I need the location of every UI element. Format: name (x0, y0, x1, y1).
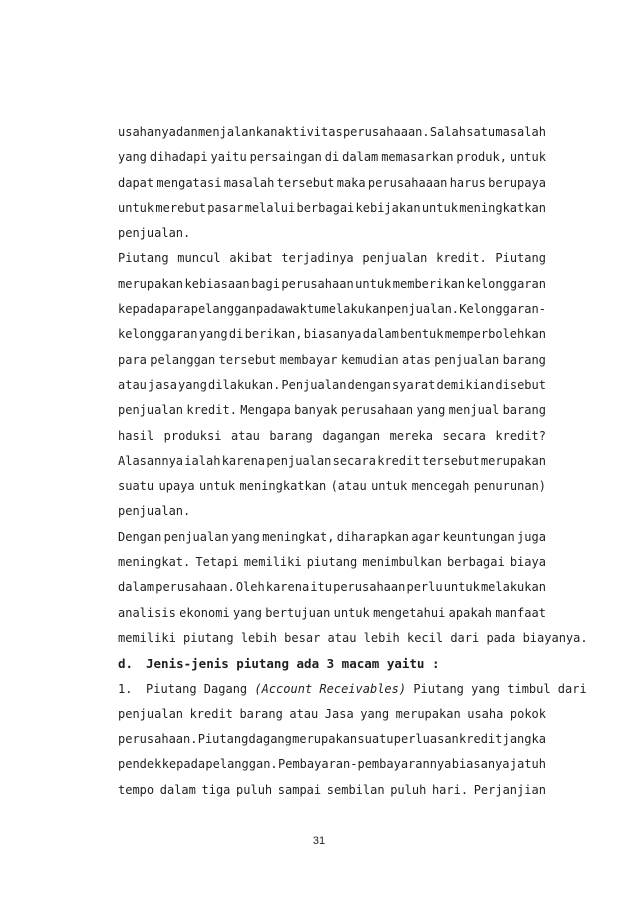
text-line (118, 297, 546, 322)
word: atau (289, 706, 319, 721)
text-line (118, 752, 546, 777)
word: muncul (177, 251, 221, 266)
word: dihadapi (149, 150, 208, 165)
word: perusahaan (333, 580, 406, 595)
word: melakukan (321, 302, 387, 317)
word: penjualan (163, 529, 229, 544)
word: demikian (436, 377, 495, 392)
word: menjual (448, 403, 500, 418)
text-line (118, 246, 546, 271)
word: penjualan (362, 251, 428, 266)
word: di (324, 150, 340, 165)
word: para (161, 302, 191, 317)
word: untuk (443, 580, 480, 595)
word: Piutang (118, 251, 169, 266)
word: manfaat (495, 605, 546, 620)
word: usaha (467, 706, 504, 721)
word: disebut (495, 377, 546, 392)
text-line (118, 575, 546, 600)
word: yang (178, 377, 207, 392)
text-line (118, 398, 546, 423)
word: perusahaan (281, 276, 354, 291)
word: masalah (223, 175, 275, 190)
word: penjualan (434, 352, 500, 367)
word: secara (442, 428, 486, 443)
word: apakah (448, 605, 493, 620)
word: untuk (509, 150, 546, 165)
word: suatu (118, 479, 155, 494)
section-heading (118, 651, 546, 676)
word: kemudian (340, 352, 399, 367)
word: pada (256, 302, 285, 317)
word: bentuk (400, 327, 444, 342)
word: yang (198, 327, 228, 342)
word: Kelonggaran- (459, 302, 546, 317)
text-line (118, 120, 546, 145)
word: perluasan (393, 732, 459, 747)
text-line (118, 348, 546, 373)
word: memperbolehkan (444, 327, 546, 342)
word: secara (332, 453, 376, 468)
word: juga (517, 529, 546, 544)
word: penjualan (266, 453, 332, 468)
word: memiliki (243, 555, 302, 570)
word: suatu (357, 732, 394, 747)
word: dagang (248, 732, 292, 747)
text-line (118, 601, 546, 626)
text-line (118, 196, 546, 221)
word: kebijakan (355, 200, 421, 215)
word: persaingan (249, 150, 322, 165)
word: pendek (118, 757, 162, 772)
word: syarat (392, 377, 436, 392)
word: melalui (244, 200, 296, 215)
word: berbagai (446, 555, 505, 570)
word: maka (336, 175, 366, 190)
word: itu (310, 580, 332, 595)
word: pasar (207, 200, 244, 215)
word: para (118, 352, 147, 367)
word: bagi (251, 276, 280, 291)
word: membayar (279, 352, 338, 367)
word: dapat (118, 175, 155, 190)
text-line (118, 171, 546, 196)
text-line (118, 727, 546, 752)
text-line (118, 424, 546, 449)
text-line (118, 474, 546, 499)
text-line (118, 525, 546, 550)
word: yang (416, 403, 446, 418)
word: tersebut (276, 175, 335, 190)
word: harus (449, 175, 486, 190)
word: Dengan (118, 529, 162, 544)
word: dagangan (322, 428, 381, 443)
word: jangka (502, 732, 546, 747)
word: penjualan (118, 403, 184, 418)
word: dengan (347, 377, 391, 392)
word: dan (176, 125, 198, 139)
word: pelanggan. (205, 757, 278, 772)
word: kredit (189, 706, 233, 721)
word: satu (466, 125, 496, 139)
word: Salah (429, 125, 466, 139)
word: tersebut (218, 352, 277, 367)
text-line: memiliki piutang lebih besar atau lebih kecil dari pada biayanya. (118, 630, 588, 645)
word: berbagai (296, 200, 355, 215)
word: yaitu (210, 150, 247, 165)
word: agar (411, 529, 441, 544)
word: memberikan (392, 276, 466, 291)
word: yang (230, 529, 260, 544)
word: puluh (236, 782, 273, 797)
word: Alasannya (118, 453, 184, 468)
word: Piutang (495, 251, 546, 266)
word: diharapkan (336, 529, 409, 544)
word: pelanggan (190, 302, 256, 317)
word: Tetapi (195, 555, 239, 570)
word: berikan, (244, 327, 303, 342)
word: akibat (229, 251, 273, 266)
word: atas (401, 352, 431, 367)
word: jatuh (509, 757, 546, 772)
word: tempo (118, 782, 155, 797)
word: aktivitas (277, 125, 343, 139)
body-text (118, 120, 588, 803)
word: barang (502, 352, 546, 367)
word: atau (230, 428, 260, 443)
word: perusahaan (340, 403, 414, 418)
word: kredit (459, 732, 503, 747)
word: meningkat. (118, 555, 191, 570)
word: karena (265, 580, 310, 595)
word: merupakan (118, 276, 184, 291)
word: biasanya (303, 327, 362, 342)
word: penurunan) (473, 479, 546, 494)
word: pokok (509, 706, 546, 721)
word: Mengapa (240, 403, 291, 418)
word: meningkatkan (239, 479, 327, 494)
word: hasil (118, 428, 155, 443)
word: waktu (285, 302, 322, 317)
word: biaya (509, 555, 546, 570)
word: menjalankan (197, 125, 278, 139)
word: Jasa (324, 706, 354, 721)
page-number: 31 (312, 835, 326, 847)
word: bertujuan (265, 605, 331, 620)
word: dalam (159, 782, 196, 797)
word: biasanya (451, 757, 510, 772)
word: Piutang (197, 732, 249, 747)
word: dalam (342, 150, 379, 165)
word: meningkatkan (459, 200, 546, 215)
word: perusahaaan. (342, 125, 430, 139)
word: tiga (201, 782, 231, 797)
word: untuk (371, 479, 408, 494)
word: analisis (118, 605, 176, 620)
word: perlu (406, 580, 443, 595)
word: penjualan. (386, 302, 460, 317)
word: yang (360, 706, 390, 721)
word: berupaya (488, 175, 546, 190)
word: Pembayaran-pembayarannya (278, 757, 452, 772)
word: usahanya (118, 125, 176, 139)
word: kelonggaran (466, 276, 546, 291)
word: merupakan (292, 732, 358, 747)
word: upaya (158, 479, 195, 494)
text-line (118, 778, 546, 803)
list-item-line (118, 677, 587, 702)
word: kredit. (186, 403, 237, 418)
italic-term: (Account Receivables) (254, 681, 407, 696)
word: tersebut (421, 453, 480, 468)
text-line (118, 145, 546, 170)
word: barang (502, 403, 546, 418)
word: untuk (355, 276, 392, 291)
word: ekonomi (179, 605, 230, 620)
text-line (118, 702, 546, 727)
word: masalah (495, 125, 546, 139)
text-line: penjualan. (118, 504, 191, 519)
word: kredit? (495, 428, 546, 443)
word: terjadinya (281, 251, 354, 266)
word: perusahaan. (155, 580, 235, 595)
word: untuk (333, 605, 370, 620)
word: dalam (118, 580, 155, 595)
word: Perjanjian (473, 782, 546, 797)
word: mencegah (411, 479, 470, 494)
text-line (118, 550, 546, 575)
word: kepada (118, 302, 162, 317)
word: barang (239, 706, 283, 721)
word: keuntungan (442, 529, 515, 544)
word: yang (233, 605, 262, 620)
word: sampai (277, 782, 322, 797)
word: ialah (184, 453, 221, 468)
word: merebut (155, 200, 206, 215)
word: mengetahui (373, 605, 446, 620)
text-line (118, 322, 546, 347)
word: Oleh (235, 580, 265, 595)
word: kredit (377, 453, 421, 468)
word: di (228, 327, 244, 342)
word: kepada (161, 757, 206, 772)
word: dilakukan. (208, 377, 281, 392)
word: merupakan (395, 706, 461, 721)
word: mengatasi (156, 175, 222, 190)
word: dalam (362, 327, 399, 342)
word: kelonggaran (118, 327, 198, 342)
word: kebiasaan (184, 276, 250, 291)
word: piutang (306, 555, 358, 570)
word: hari. (431, 782, 469, 797)
word: untuk (118, 200, 155, 215)
word: karena (221, 453, 266, 468)
word: melakukan (480, 580, 546, 595)
word: produksi (163, 428, 222, 443)
word: jasa (148, 377, 177, 392)
word: untuk (421, 200, 458, 215)
word: Penjualan (281, 377, 347, 392)
word: perusahaaan (367, 175, 448, 190)
word: untuk (199, 479, 236, 494)
word: menimbulkan (362, 555, 442, 570)
text-line (118, 449, 546, 474)
word: yang (118, 150, 147, 165)
text-line (118, 373, 546, 398)
word: puluh (390, 782, 427, 797)
word: sembilan (326, 782, 385, 797)
list-text: Piutang Dagang (146, 681, 255, 696)
text-line (118, 272, 546, 297)
list-number: 1. (118, 681, 133, 696)
section-number: d. (118, 656, 134, 672)
word: barang (269, 428, 313, 443)
word: memasarkan (381, 150, 454, 165)
word: perusahaan. (118, 732, 198, 747)
word: meningkat, (262, 529, 335, 544)
section-title: Jenis-jenis piutang ada 3 macam yaitu : (146, 656, 440, 672)
word: kredit. (436, 251, 487, 266)
word: produk, (456, 150, 507, 165)
list-text: Piutang yang timbul dari (406, 681, 587, 696)
word: pelanggan (150, 352, 216, 367)
word: mereka (389, 428, 433, 443)
text-line: penjualan. (118, 226, 191, 241)
word: (atau (330, 479, 367, 494)
word: atau (118, 377, 147, 392)
word: banyak (294, 403, 338, 418)
word: penjualan (118, 706, 184, 721)
word: merupakan (480, 453, 546, 468)
